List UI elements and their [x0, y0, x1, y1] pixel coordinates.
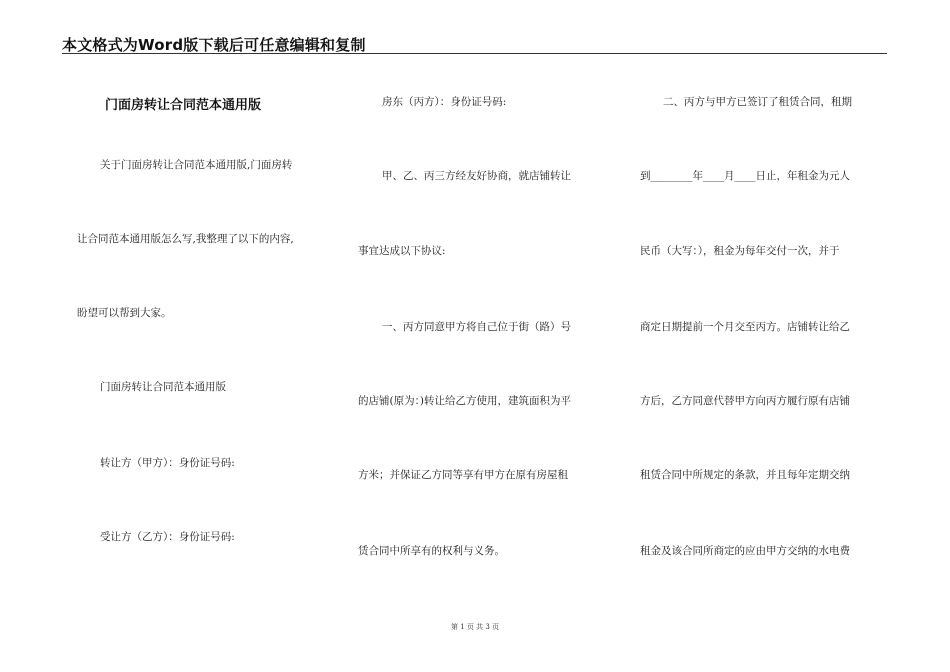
- paragraph-line: 二、丙方与甲方已签订了租赁合同，租期: [663, 96, 852, 108]
- paragraph-line: 甲、乙、丙三方经友好协商，就店铺转让: [382, 170, 571, 182]
- paragraph-line: 赁合同中所享有的权利与义务。: [358, 545, 505, 557]
- paragraph-line: 转让方（甲方）：身份证号码:: [100, 457, 235, 469]
- paragraph-line: 租金及该合同所商定的应由甲方交纳的水电费: [640, 545, 850, 557]
- paragraph-line: 商定日期提前一个月交至丙方。店铺转让给乙: [640, 321, 850, 333]
- document-title: 门面房转让合同范本通用版: [105, 98, 262, 113]
- paragraph-line: 关于门面房转让合同范本通用版,门面房转: [100, 159, 293, 171]
- header-note: 本文格式为Word版下载后可任意编辑和复制: [62, 36, 366, 54]
- paragraph-line: 房东（丙方）：身份证号码:: [382, 96, 507, 108]
- header-divider: [62, 53, 887, 54]
- paragraph-line: 方米；并保证乙方同等享有甲方在原有房屋租: [358, 469, 568, 481]
- paragraph-line: 到________年____月____日止，年租金为元人: [640, 170, 850, 182]
- paragraph-line: 的店铺(原为：)转让给乙方使用，建筑面积为平: [358, 395, 571, 407]
- paragraph-line: 受让方（乙方）：身份证号码:: [100, 531, 235, 543]
- paragraph-line: 门面房转让合同范本通用版: [100, 381, 226, 393]
- paragraph-line: 事宜达成以下协议:: [358, 245, 446, 257]
- paragraph-line: 方后，乙方同意代替甲方向丙方履行原有店铺: [640, 395, 850, 407]
- paragraph-line: 让合同范本通用版怎么写,我整理了以下的内容,: [77, 233, 294, 245]
- paragraph-line: 民币（大写：），租金为每年交付一次，并于: [640, 245, 840, 257]
- paragraph-line: 盼望可以帮到大家。: [77, 307, 172, 319]
- paragraph-line: 一、丙方同意甲方将自己位于街（路）号: [382, 321, 571, 333]
- page-number: 第 1 页 共 3 页: [450, 623, 500, 631]
- paragraph-line: 租赁合同中所规定的条款，并且每年定期交纳: [640, 469, 850, 481]
